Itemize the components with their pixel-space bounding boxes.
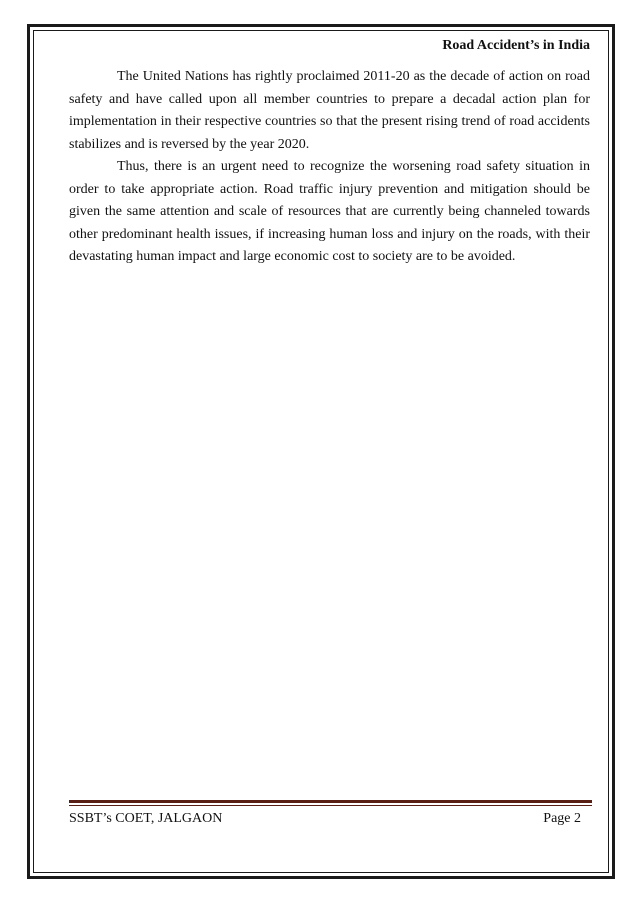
footer-rule-thick <box>69 800 592 803</box>
footer-rule-thin <box>69 805 592 806</box>
document-body <box>69 66 590 269</box>
footer-page-number: Page 2 <box>543 811 581 826</box>
footer-institution: SSBT’s COET, JALGAON <box>69 811 223 826</box>
body-paragraph: Thus, there is an urgent need to recognize the worsening road safety situation in order to take appropriate action. Road traffic injury prevention and mitigation should be given the same attention and scale of resources that are currently being channeled towards other predominant health issues, if increasing human loss and injury on the roads, with their devastating human impact and large economic cost to society are to be avoided. <box>69 159 590 264</box>
body-paragraph: The United Nations has rightly proclaimed 2011-20 as the decade of action on road safety and have called upon all member countries to prepare a decadal action plan for implementation in their respective countries so that the present rising trend of road accidents stabilizes and is reversed by the year 2020. <box>69 69 590 152</box>
running-header-title: Road Accident’s in India <box>442 38 590 53</box>
